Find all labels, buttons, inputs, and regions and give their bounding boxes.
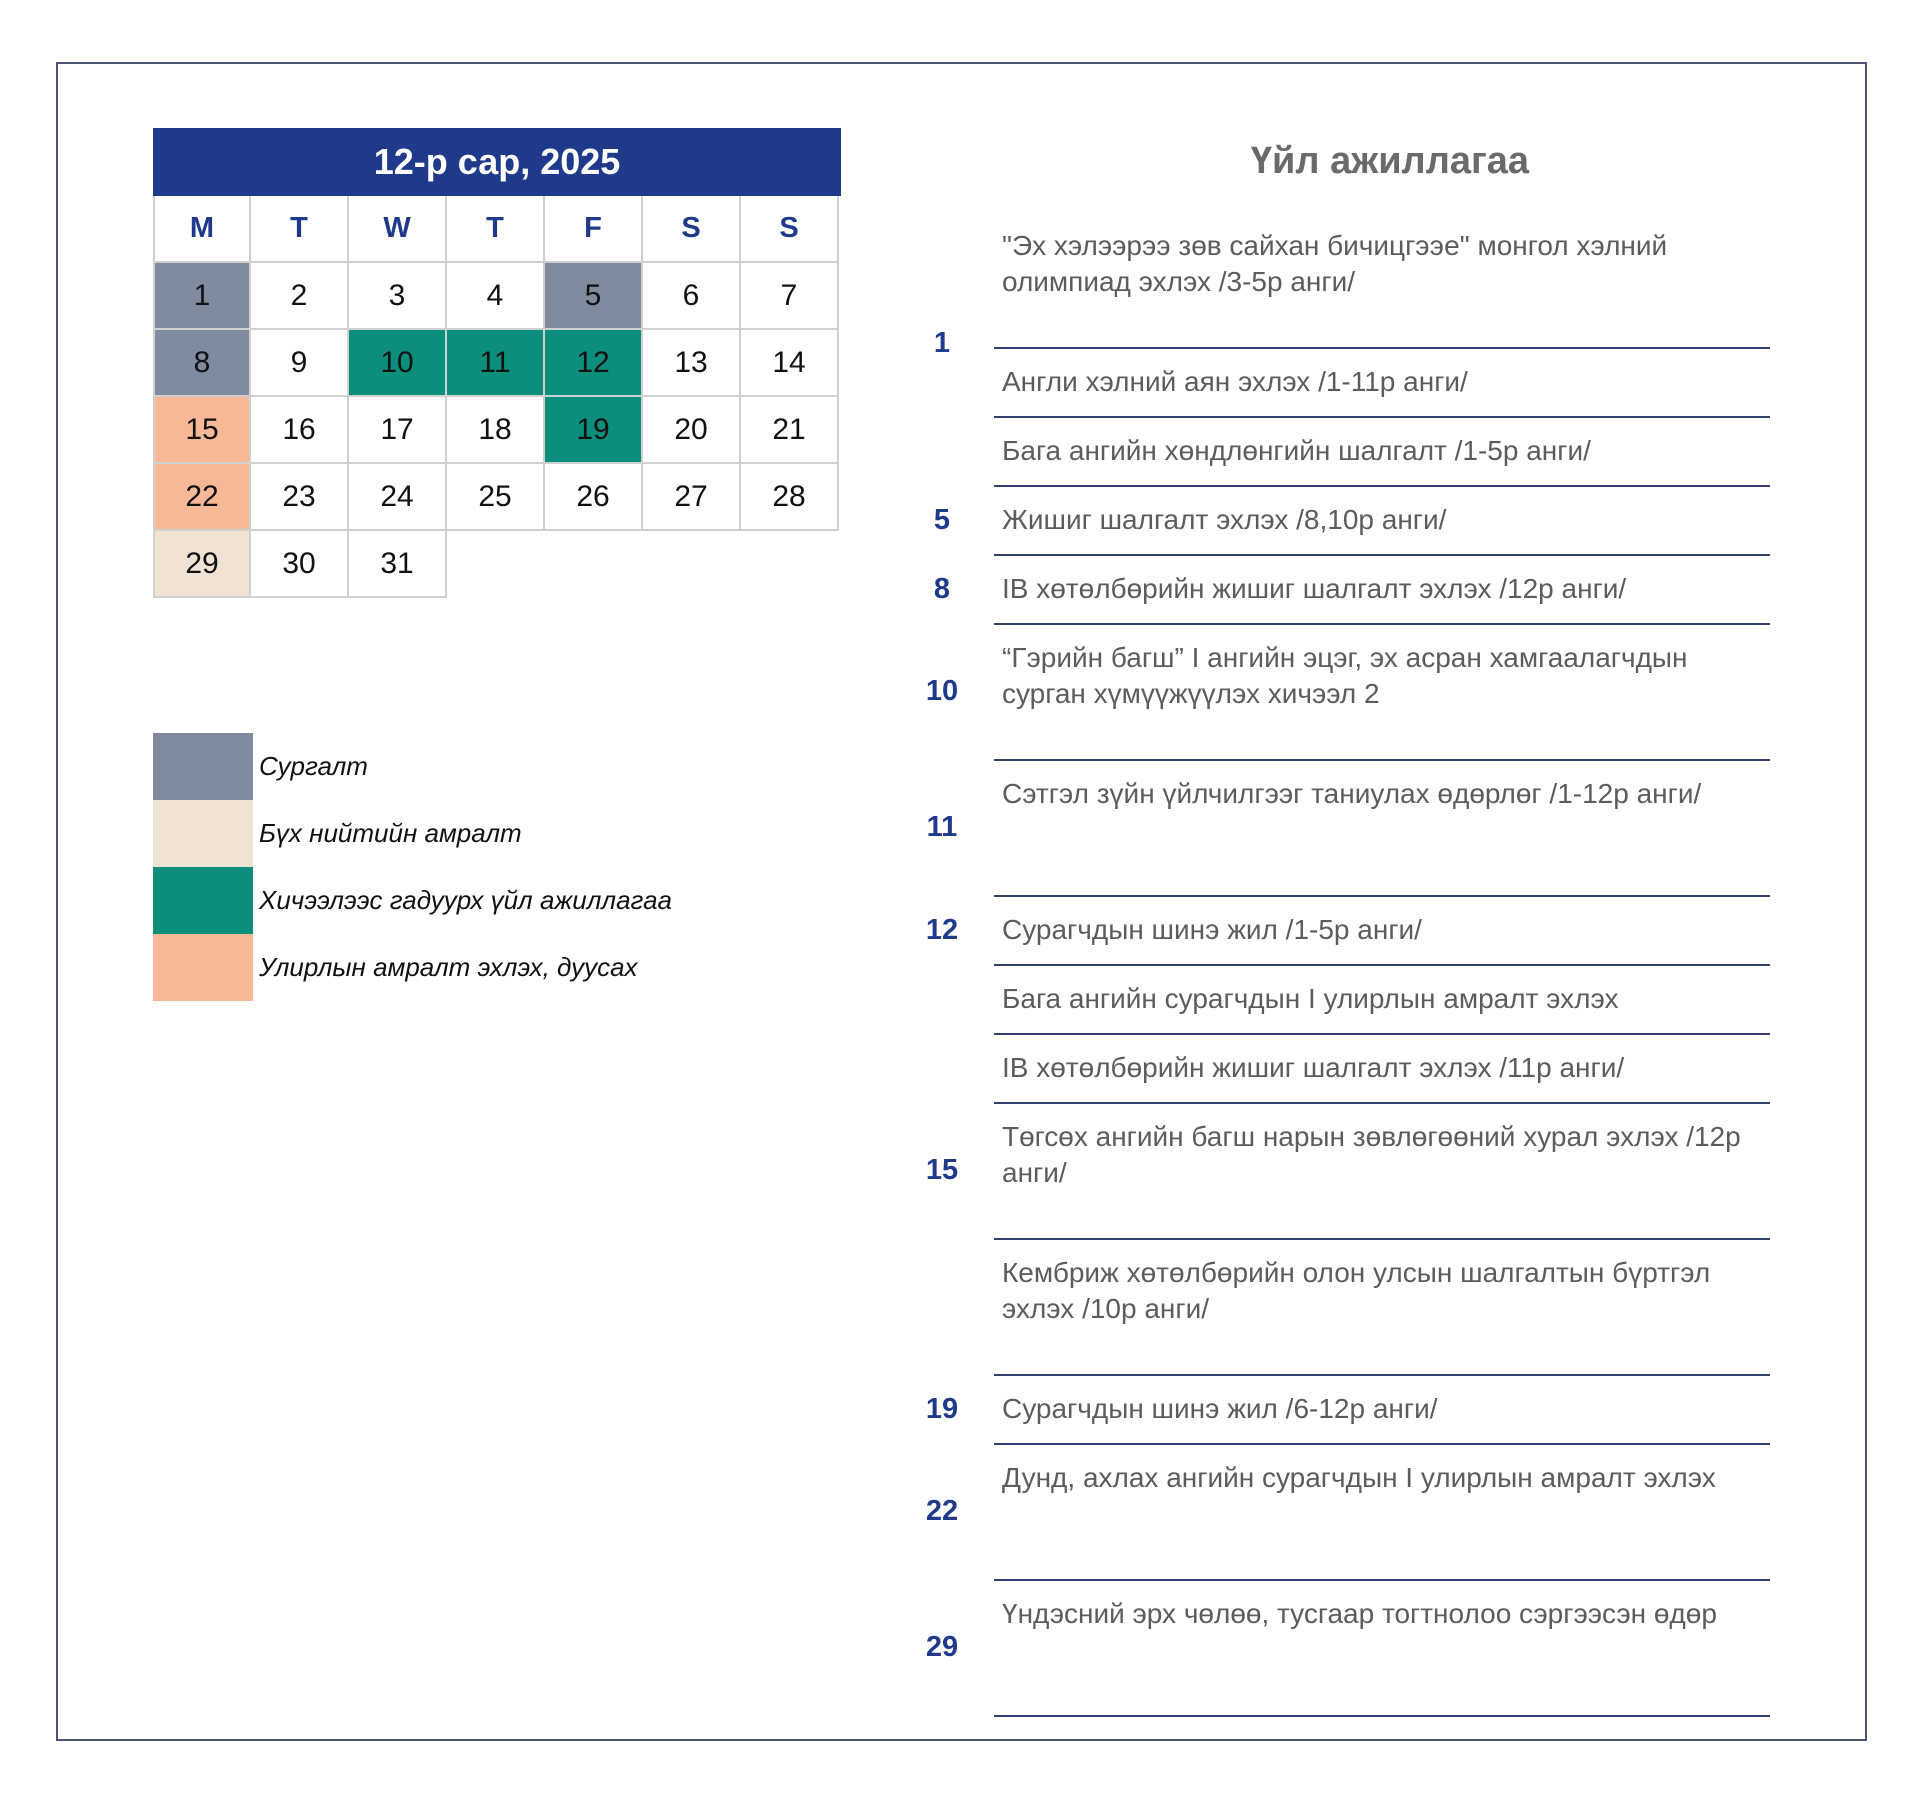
activity-row bbox=[925, 1581, 1770, 1717]
day-cell: 10 bbox=[349, 330, 447, 397]
activity-row bbox=[994, 1240, 1770, 1376]
activity-text: Сэтгэл зүйн үйлчилгээг таниулах өдөрлөг /1-12р анги/ bbox=[1002, 778, 1702, 809]
weekday-header: F bbox=[545, 196, 643, 263]
legend-item bbox=[153, 800, 672, 867]
day-cell: 11 bbox=[447, 330, 545, 397]
legend-label: Хичээлээс гадуурх үйл ажиллагаа bbox=[259, 885, 672, 915]
day-cell: 26 bbox=[545, 464, 643, 531]
activity-day: 15 bbox=[925, 1154, 959, 1186]
activity-day: 1 bbox=[933, 327, 951, 359]
weekday-header: T bbox=[447, 196, 545, 263]
legend-label: Бүх нийтийн амралт bbox=[259, 818, 522, 848]
activity-text: Үндэсний эрх чөлөө, тусгаар тогтнолоо сэргээсэн өдөр bbox=[1002, 1598, 1717, 1629]
activity-row bbox=[994, 349, 1770, 418]
legend-item bbox=[153, 733, 672, 800]
activity-text: “Гэрийн багш” I ангийн эцэг, эх асран хамгаалагчдын сурган хүмүүжүүлэх хичээл 2 bbox=[1002, 642, 1688, 709]
legend-swatch bbox=[153, 733, 253, 800]
activity-text: IB хөтөлбөрийн жишиг шалгалт эхлэх /11р анги/ bbox=[1002, 1052, 1625, 1083]
activity-text: Бага ангийн хөндлөнгийн шалгалт /1-5р анги/ bbox=[1002, 435, 1591, 466]
day-cell: 4 bbox=[447, 263, 545, 330]
activity-day: 22 bbox=[925, 1495, 959, 1527]
day-cell: 12 bbox=[545, 330, 643, 397]
day-cell: 17 bbox=[349, 397, 447, 464]
day-cell: 3 bbox=[349, 263, 447, 330]
day-cell: 30 bbox=[251, 531, 349, 598]
activity-day: 10 bbox=[925, 675, 959, 707]
activity-day: 8 bbox=[933, 572, 951, 605]
activity-text: Англи хэлний аян эхлэх /1-11р анги/ bbox=[1002, 366, 1468, 397]
activity-day: 11 bbox=[926, 811, 958, 843]
day-cell: 7 bbox=[741, 263, 839, 330]
weekday-header: M bbox=[153, 196, 251, 263]
day-cell: 15 bbox=[153, 397, 251, 464]
legend-label: Сургалт bbox=[259, 751, 368, 781]
activity-row bbox=[994, 418, 1770, 487]
activity-row bbox=[925, 1104, 1770, 1240]
day-cell: 25 bbox=[447, 464, 545, 531]
activity-text: Төгсөх ангийн багш нарын зөвлөгөөний хурал эхлэх /12р анги/ bbox=[1002, 1121, 1741, 1188]
day-cell: 24 bbox=[349, 464, 447, 531]
legend-label: Улирлын амралт эхлэх, дуусах bbox=[259, 952, 638, 982]
day-cell: 1 bbox=[153, 263, 251, 330]
activity-day: 29 bbox=[925, 1631, 959, 1663]
activity-day: 5 bbox=[933, 503, 951, 536]
weekday-header: W bbox=[349, 196, 447, 263]
day-cell: 2 bbox=[251, 263, 349, 330]
activity-row bbox=[925, 1376, 1770, 1445]
day-cell: 22 bbox=[153, 464, 251, 531]
day-cell: 6 bbox=[643, 263, 741, 330]
day-cell: 13 bbox=[643, 330, 741, 397]
activity-row bbox=[933, 213, 1770, 359]
activity-text: Сурагчдын шинэ жил /6-12р анги/ bbox=[1002, 1393, 1438, 1424]
legend-swatch bbox=[153, 934, 253, 1001]
day-cell: 29 bbox=[153, 531, 251, 598]
activity-row bbox=[925, 897, 1770, 966]
legend-item bbox=[153, 934, 672, 1001]
activity-text: Дунд, ахлах ангийн сурагчдын I улирлын амралт эхлэх bbox=[1002, 1462, 1716, 1493]
activity-row bbox=[925, 625, 1770, 761]
legend-swatch bbox=[153, 867, 253, 934]
activity-day: 12 bbox=[925, 913, 959, 946]
legend-item bbox=[153, 867, 672, 934]
calendar-grid bbox=[153, 196, 841, 598]
activity-row bbox=[933, 487, 1770, 556]
day-cell: 8 bbox=[153, 330, 251, 397]
activity-row bbox=[925, 1445, 1770, 1581]
activities-title: Үйл ажиллагаа bbox=[1250, 140, 1530, 182]
empty-cell bbox=[741, 531, 839, 598]
day-cell: 23 bbox=[251, 464, 349, 531]
activity-text: IB хөтөлбөрийн жишиг шалгалт эхлэх /12р анги/ bbox=[1002, 573, 1627, 604]
day-cell: 27 bbox=[643, 464, 741, 531]
activity-text: Жишиг шалгалт эхлэх /8,10р анги/ bbox=[1002, 504, 1447, 535]
activity-list bbox=[925, 213, 1770, 1717]
activity-row bbox=[994, 966, 1770, 1035]
legend-swatch bbox=[153, 800, 253, 867]
activity-row bbox=[994, 1035, 1770, 1104]
day-cell: 5 bbox=[545, 263, 643, 330]
activity-text: Сурагчдын шинэ жил /1-5р анги/ bbox=[1002, 914, 1422, 945]
calendar-legend bbox=[153, 733, 672, 1001]
weekday-header: S bbox=[643, 196, 741, 263]
day-cell: 20 bbox=[643, 397, 741, 464]
day-cell: 18 bbox=[447, 397, 545, 464]
activity-text: Бага ангийн сурагчдын I улирлын амралт эхлэх bbox=[1002, 983, 1619, 1014]
calendar-title: 12-р сар, 2025 bbox=[153, 128, 841, 196]
day-cell: 31 bbox=[349, 531, 447, 598]
activity-row bbox=[926, 761, 1770, 897]
day-cell: 14 bbox=[741, 330, 839, 397]
empty-cell bbox=[643, 531, 741, 598]
empty-cell bbox=[545, 531, 643, 598]
weekday-header: S bbox=[741, 196, 839, 263]
day-cell: 9 bbox=[251, 330, 349, 397]
day-cell: 19 bbox=[545, 397, 643, 464]
day-cell: 16 bbox=[251, 397, 349, 464]
activity-text: "Эх хэлээрээ зөв сайхан бичицгээе" монгол хэлний олимпиад эхлэх /3-5р анги/ bbox=[1002, 230, 1668, 297]
day-cell: 21 bbox=[741, 397, 839, 464]
empty-cell bbox=[447, 531, 545, 598]
activity-day: 19 bbox=[925, 1392, 959, 1425]
activity-row bbox=[933, 556, 1770, 625]
activity-text: Кембриж хөтөлбөрийн олон улсын шалгалтын бүртгэл эхлэх /10р анги/ bbox=[1002, 1257, 1711, 1324]
month-calendar bbox=[153, 128, 841, 598]
day-cell: 28 bbox=[741, 464, 839, 531]
weekday-header: T bbox=[251, 196, 349, 263]
